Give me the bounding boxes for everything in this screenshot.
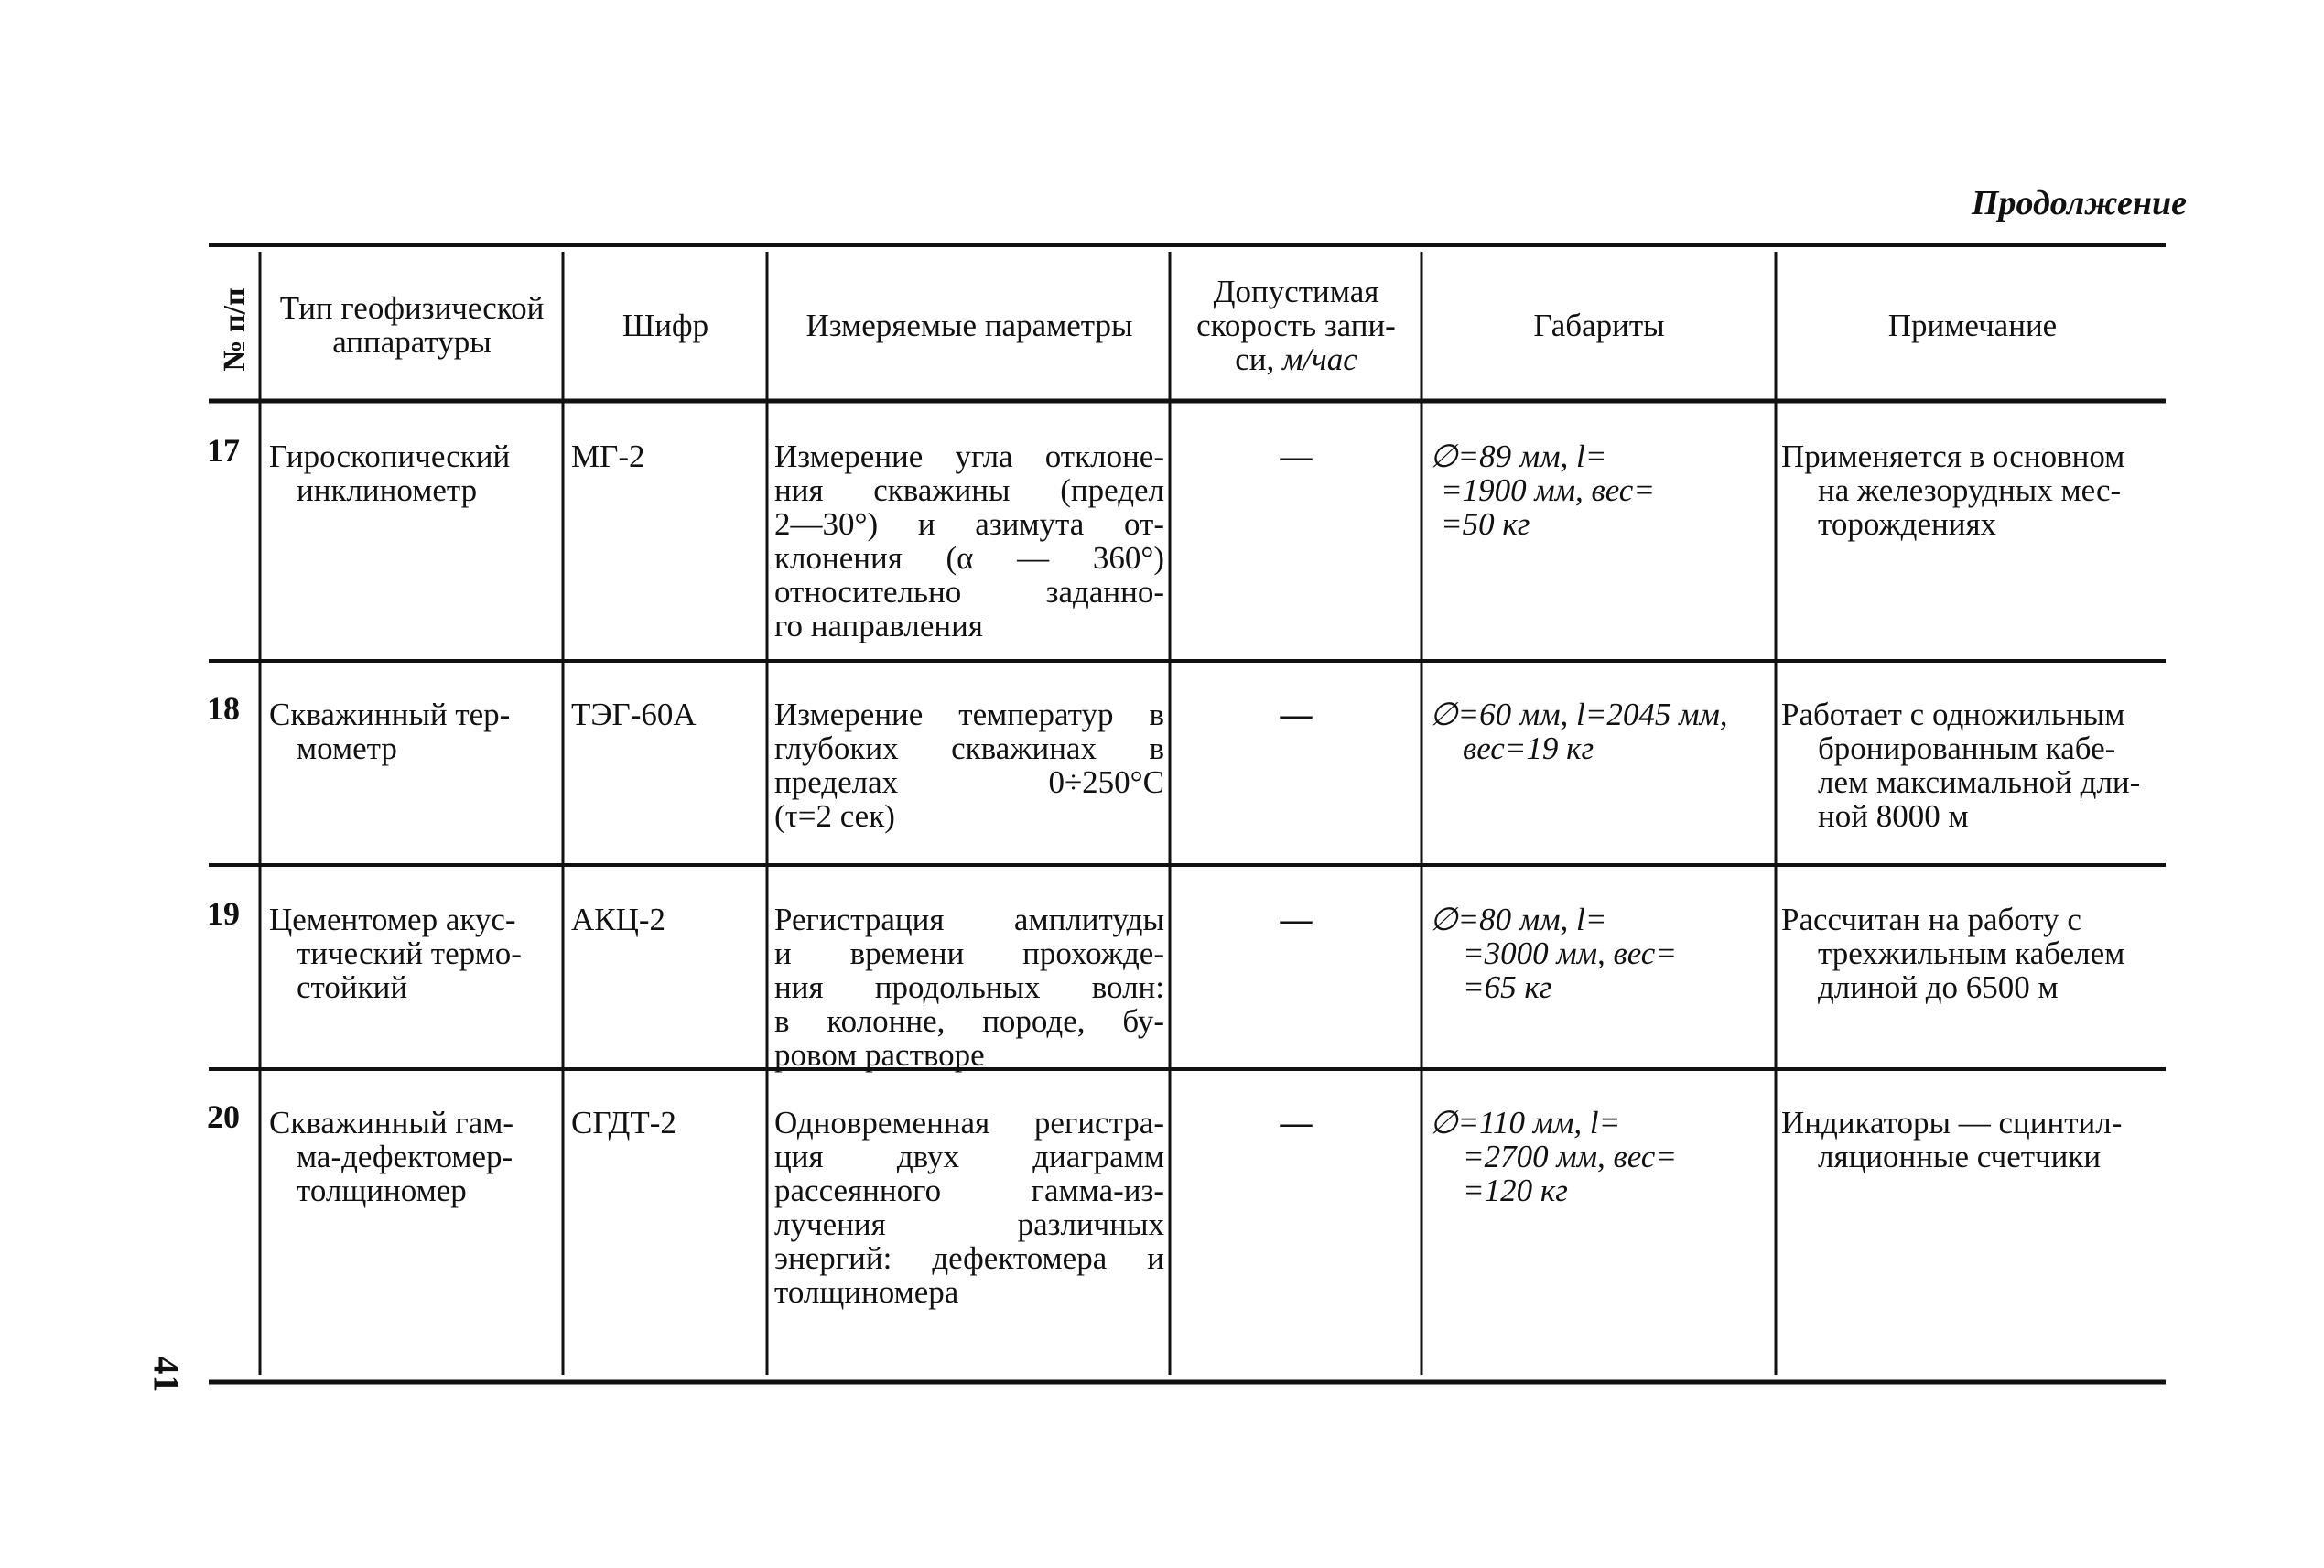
row-17-code: МГ-2 <box>571 438 645 474</box>
row-20-type: Скважинный гам- ма-дефектомер- толщиномер <box>269 1105 514 1208</box>
continuation-label: Продолжение <box>1971 184 2187 222</box>
row-19-code: АКЦ-2 <box>571 902 666 937</box>
row-20-dims: ∅=110 мм, l= =2700 мм, вес= =120 кг <box>1430 1105 1677 1208</box>
header-dims: Габариты <box>1533 307 1665 343</box>
row-19-speed: — <box>1280 902 1313 937</box>
row-17-notes: Применяется в основном на железорудных мес- торождениях <box>1781 438 2125 542</box>
row-18-no: 18 <box>207 690 240 727</box>
header-speed: Допустимая скорость запи- си, м/час <box>1196 273 1396 377</box>
row-17-dims: ∅=89 мм, l= =1900 мм, вес= =50 кг <box>1430 438 1655 542</box>
row-20-params: Одновременная регистра- ция двух диаграмм рассеянного гамма-из- лучения различных энергий: дефектомера и толщиномера <box>774 1105 1164 1310</box>
row-18-notes: Работает с одножильным бронированным кабе- лем максимальной дли- ной 8000 м <box>1781 697 2141 834</box>
row-19-dims: ∅=80 мм, l= =3000 мм, вес= =65 кг <box>1430 902 1677 1005</box>
row-17-params: Измерение угла отклоне- ния скважины (предел 2—30°) и азимута от- клонения (α — 360°) относительно заданно- го направления <box>774 438 1164 643</box>
header-no: № п/п <box>218 287 252 372</box>
row-19-type: Цементомер акус- тический термо- стойкий <box>269 902 522 1005</box>
row-17-type: Гироскопический инклинометр <box>269 438 511 508</box>
row-18-params: Измерение температур в глубоких скважинах в пределах 0÷250°С (τ=2 сек) <box>774 697 1164 834</box>
row-18-type: Скважинный тер- мометр <box>269 697 511 766</box>
row-20-speed: — <box>1280 1105 1313 1141</box>
row-18-dims: ∅=60 мм, l=2045 мм, вес=19 кг <box>1430 697 1728 766</box>
header-code: Шифр <box>622 307 709 343</box>
row-19-notes: Рассчитан на работу с трехжильным кабелем длиной до 6500 м <box>1781 902 2125 1005</box>
row-20-code: СГДТ-2 <box>571 1105 676 1141</box>
row-20-notes: Индикаторы — сцинтил- ляционные счетчики <box>1781 1105 2123 1174</box>
row-17-no: 17 <box>207 432 240 469</box>
row-19-params: Регистрация амплитуды и времени прохожде- ния продольных волн: в колонне, породе, бу- ровом растворе <box>774 902 1164 1073</box>
row-19-no: 19 <box>207 895 240 932</box>
row-17-speed: — <box>1280 438 1313 474</box>
header-params: Измеряемые параметры <box>805 307 1133 343</box>
row-18-speed: — <box>1280 697 1313 732</box>
row-18-code: ТЭГ-60А <box>571 697 697 732</box>
row-20-no: 20 <box>207 1098 240 1135</box>
header-notes: Примечание <box>1887 307 2058 343</box>
header-type: Тип геофизической аппаратуры <box>279 290 545 360</box>
page-number: 41 <box>146 1356 188 1393</box>
